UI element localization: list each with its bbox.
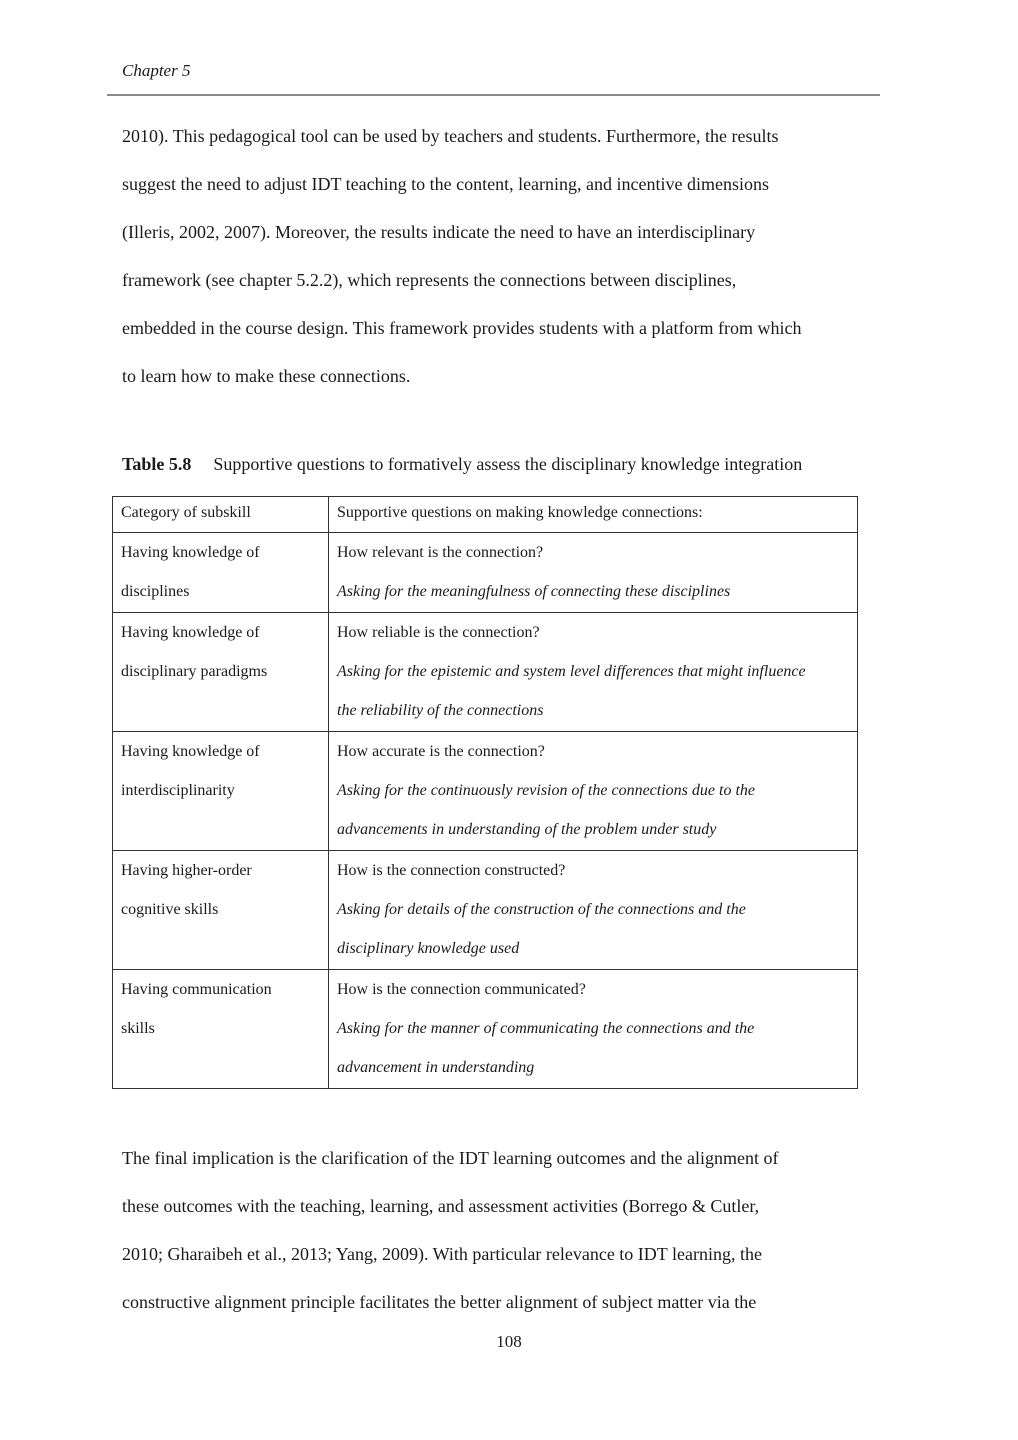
table-header-category: Category of subskill — [113, 497, 329, 533]
paragraph-1-line: to learn how to make these connections. — [122, 366, 411, 386]
table-header-row — [113, 497, 858, 533]
category-line: Having knowledge of — [121, 743, 260, 760]
paragraph-2-line: 2010; Gharaibeh et al., 2013; Yang, 2009). With particular relevance to IDT learning, the — [122, 1244, 762, 1264]
question-cell — [329, 613, 858, 732]
question-cell — [329, 732, 858, 851]
category-cell — [113, 732, 329, 851]
question-cell — [329, 851, 858, 970]
question-cell — [329, 533, 858, 613]
category-cell — [113, 970, 329, 1089]
category-line: cognitive skills — [121, 901, 219, 918]
paragraph-1 — [122, 112, 912, 400]
note-line: disciplinary knowledge used — [337, 940, 520, 957]
paragraph-1-line: (Illeris, 2002, 2007). Moreover, the results indicate the need to have an interdisciplinary — [122, 222, 756, 242]
paragraph-1-line: suggest the need to adjust IDT teaching to the content, learning, and incentive dimensions — [122, 174, 770, 194]
table-row — [113, 613, 858, 732]
note-line: advancement in understanding — [337, 1059, 535, 1076]
paragraph-1-line: framework (see chapter 5.2.2), which represents the connections between disciplines, — [122, 270, 737, 290]
note-line: Asking for the manner of communicating the connections and the — [337, 1020, 755, 1037]
category-cell — [113, 851, 329, 970]
table-row — [113, 533, 858, 613]
category-line: interdisciplinarity — [121, 782, 235, 799]
category-line: Having knowledge of — [121, 624, 260, 641]
paragraph-1-line: embedded in the course design. This framework provides students with a platform from which — [122, 318, 802, 338]
note-line: advancements in understanding of the problem under study — [337, 821, 717, 838]
table-caption — [122, 452, 802, 476]
question-cell — [329, 970, 858, 1089]
table-5-8 — [112, 496, 858, 1089]
category-line: Having knowledge of — [121, 544, 260, 561]
paragraph-2-line: constructive alignment principle facilitates the better alignment of subject matter via the — [122, 1292, 757, 1312]
note-line: Asking for the epistemic and system level differences that might influence — [337, 663, 806, 680]
question-line: How accurate is the connection? — [337, 743, 545, 760]
header-rule — [107, 94, 880, 96]
question-line: How is the connection communicated? — [337, 981, 586, 998]
category-cell — [113, 533, 329, 613]
category-line: Having communication — [121, 981, 272, 998]
category-line: disciplines — [121, 583, 190, 600]
category-cell — [113, 613, 329, 732]
note-line: Asking for the continuously revision of the connections due to the — [337, 782, 755, 799]
note-line: the reliability of the connections — [337, 702, 544, 719]
table-caption-label: Table 5.8 — [122, 454, 192, 474]
category-line: disciplinary paradigms — [121, 663, 268, 680]
table-row — [113, 732, 858, 851]
table-header-questions: Supportive questions on making knowledge connections: — [329, 497, 858, 533]
table-caption-text: Supportive questions to formatively assess the disciplinary knowledge integration — [213, 454, 803, 474]
paragraph-2 — [122, 1134, 912, 1326]
category-line: skills — [121, 1020, 155, 1037]
category-line: Having higher-order — [121, 862, 252, 879]
table-row — [113, 851, 858, 970]
question-line: How is the connection constructed? — [337, 862, 566, 879]
table-row — [113, 970, 858, 1089]
paragraph-1-line: 2010). This pedagogical tool can be used by teachers and students. Furthermore, the results — [122, 126, 779, 146]
note-line: Asking for the meaningfulness of connecting these disciplines — [337, 583, 731, 600]
question-line: How reliable is the connection? — [337, 624, 540, 641]
paragraph-2-line: these outcomes with the teaching, learning, and assessment activities (Borrego & Cutler, — [122, 1196, 760, 1216]
note-line: Asking for details of the construction of the connections and the — [337, 901, 746, 918]
running-header: Chapter 5 — [122, 61, 191, 80]
question-line: How relevant is the connection? — [337, 544, 544, 561]
paragraph-2-line: The final implication is the clarification of the IDT learning outcomes and the alignment of — [122, 1148, 779, 1168]
page-number: 108 — [496, 1332, 522, 1351]
